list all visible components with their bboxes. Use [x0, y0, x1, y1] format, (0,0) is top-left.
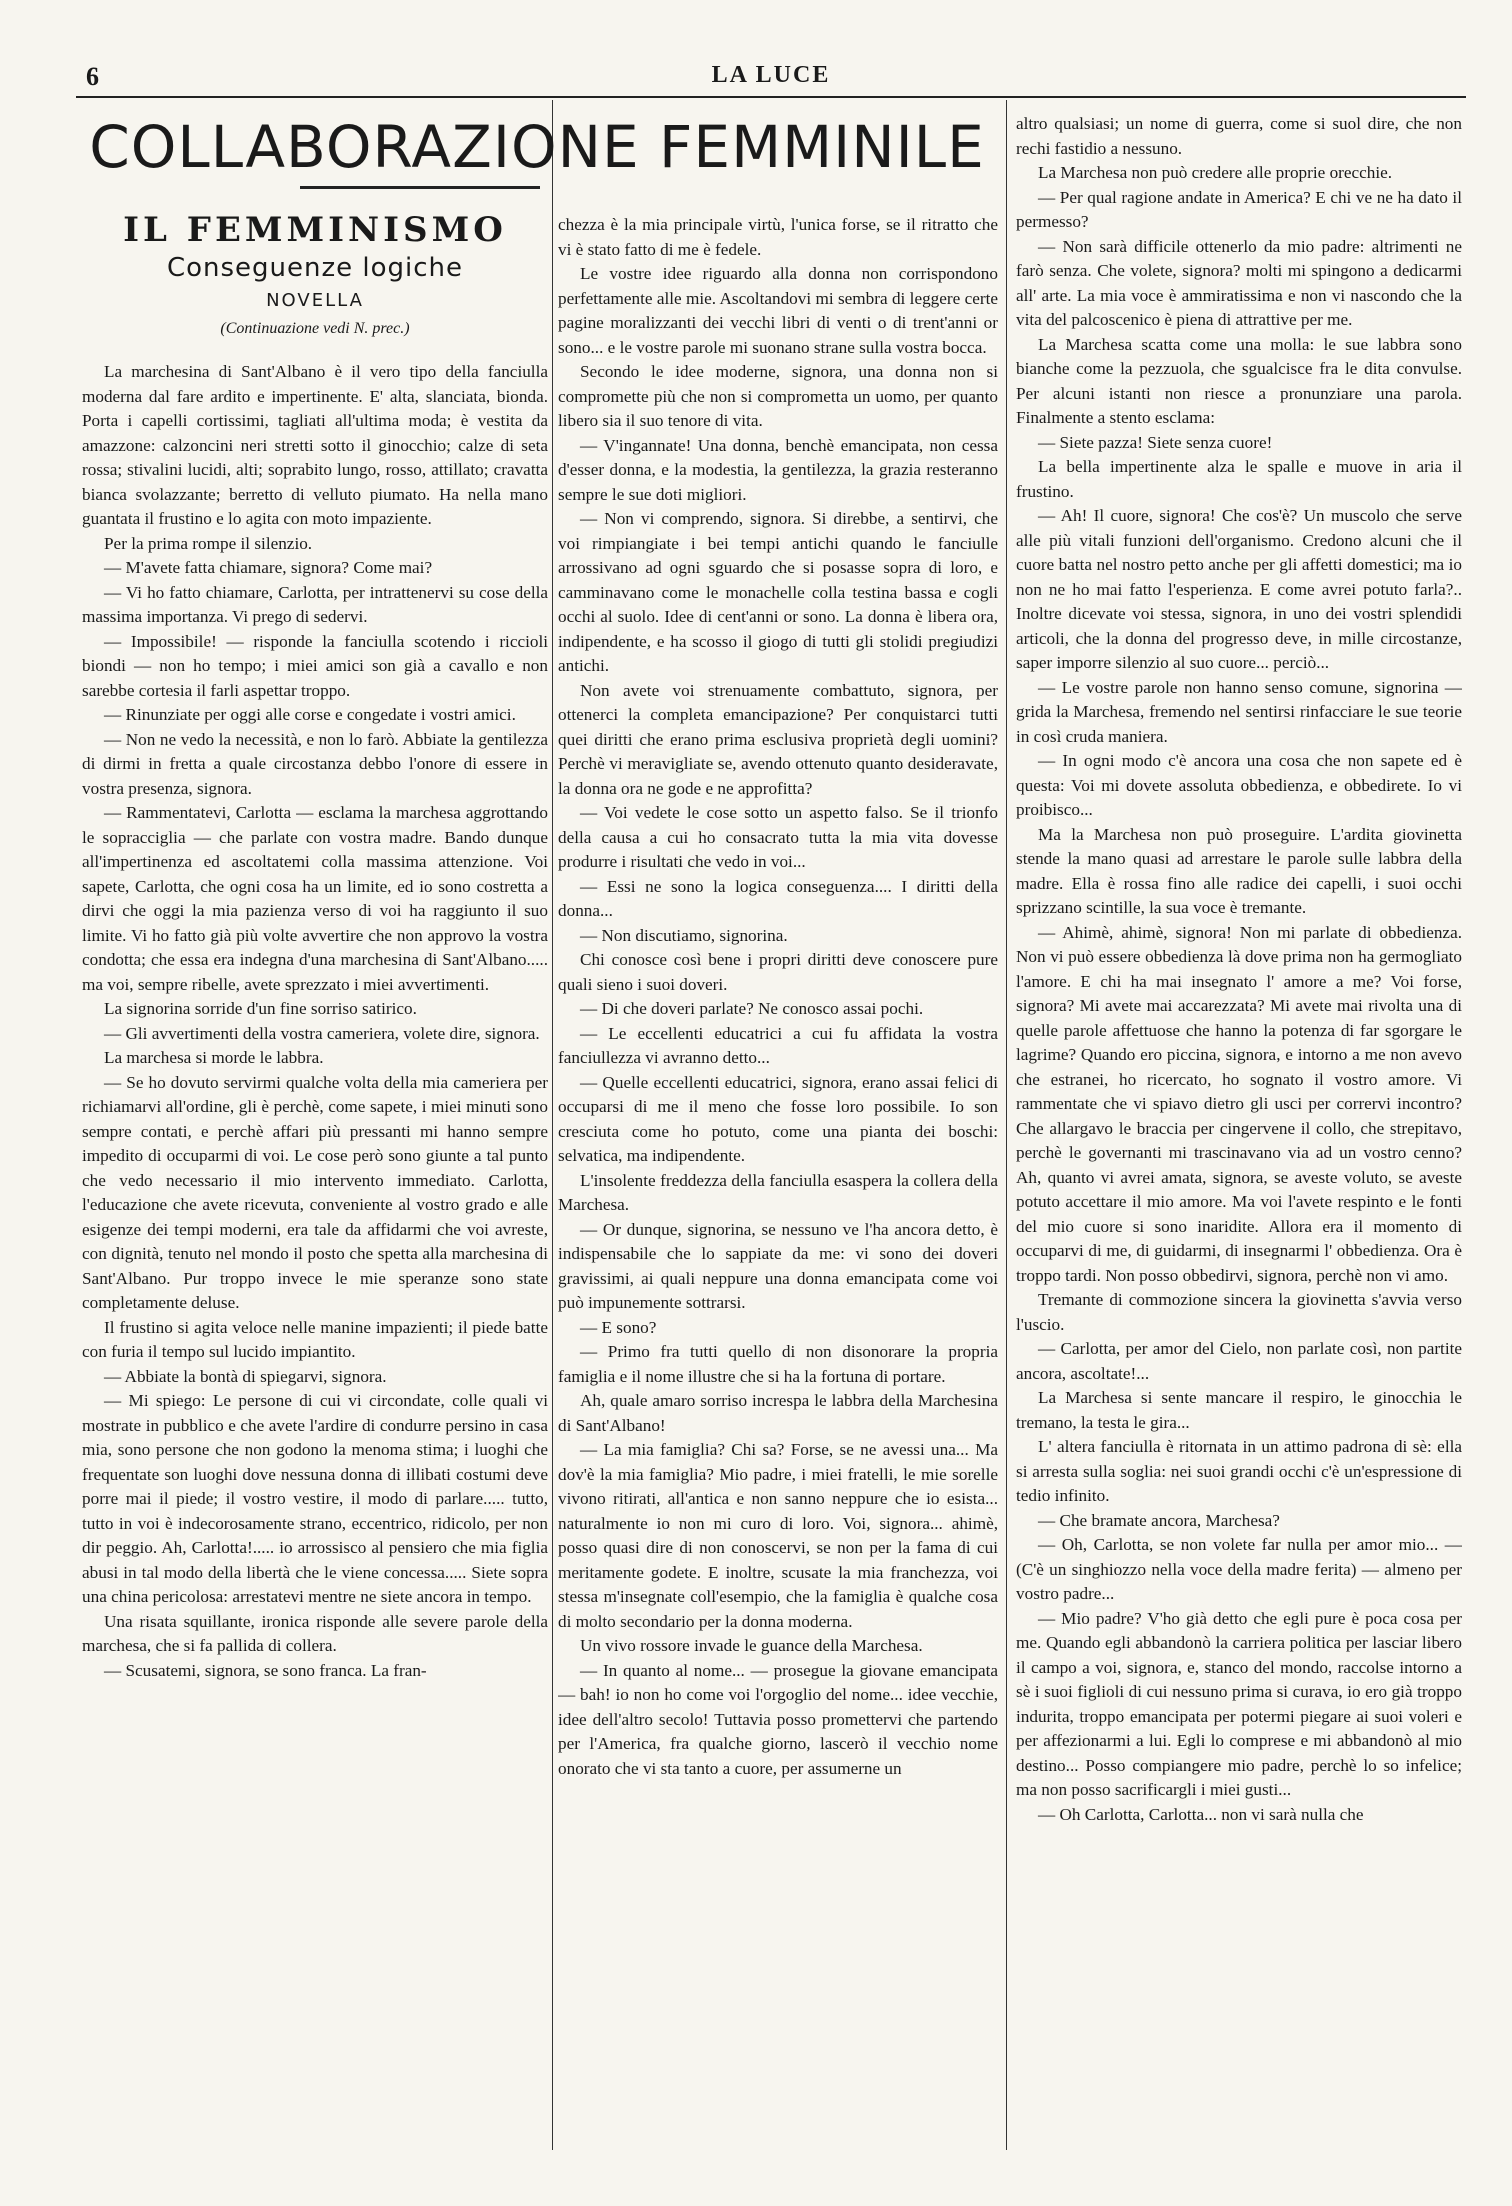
paragraph: La Marchesa scatta come una molla: le sue labbra sono bianche come la pezzuola, che sgualcisce fra le dita convulse. Per alcuni istanti non riesce a pronunziare una parola. Finalmente a stento esclama: — [1016, 334, 1462, 427]
paragraph: — Abbiate la bontà di spiegarvi, signora. — [104, 1366, 387, 1386]
paragraph: Per la prima rompe il silenzio. — [104, 533, 313, 553]
paragraph: — Or dunque, signorina, se nessuno ve l'ha ancora detto, è indispensabile che lo sappiate da me: vi sono dei doveri gravissimi, ai quali neppure una donna emancipata come voi può impunemente sottrarsi. — [558, 1219, 998, 1312]
section-title: COLLABORAZIONE FEMMINILE — [89, 113, 985, 181]
paragraph: — Vi ho fatto chiamare, Carlotta, per intrattenervi su cose della massima importanza. Vi prego di sedervi. — [82, 582, 548, 626]
paragraph: La marchesa si morde le labbra. — [104, 1048, 324, 1067]
paragraph: — M'avete fatta chiamare, signora? Come mai? — [104, 558, 433, 577]
column-2 — [558, 213, 998, 2153]
paragraph: — Di che doveri parlate? Ne conosco assai pochi. — [580, 999, 924, 1018]
column-divider-2 — [1006, 100, 1007, 2150]
paragraph: — Oh Carlotta, Carlotta... non vi sarà nulla che — [1038, 1804, 1364, 1824]
paragraph: — Non discutiamo, signorina. — [580, 925, 788, 945]
paragraph: — Oh, Carlotta, se non volete far nulla per amor mio... — (C'è un singhiozzo nella voce della madre ferita) — almeno per vostro padre... — [1016, 1535, 1462, 1603]
column-3 — [1016, 112, 1462, 2152]
paragraph: — Non ne vedo la necessità, e non lo farò. Abbiate la gentilezza di dirmi in fretta a quale circostanza debbo l'onore di essere in vostra presenza, signora. — [82, 729, 548, 798]
paragraph: — Primo fra tutti quello di non disonorare la propria famiglia e il nome illustre che si ha la fortuna di portare. — [558, 1342, 998, 1386]
paragraph: — La mia famiglia? Chi sa? Forse, se ne avessi una... Ma dov'è la mia famiglia? Mio padre, i miei fratelli, le mie sorelle vivono ritirati, all'antica e non sanno neppure che io esista... naturalmente io non mi curo di loro. Voi, signora... ahimè, posso quasi dire di non conoscervi, se non per la fama di cui meritamente godete. E inoltre, scusate la mia franchezza, voi stessa m'insegnate coll'esempio, che la famiglia è qualche cosa di molto secondario per la donna moderna. — [558, 1440, 998, 1631]
paragraph: La marchesina di Sant'Albano è il vero tipo della fanciulla moderna dal fare ardito e impertinente. E' alta, slanciata, bionda. Porta i capelli cortissimi, tagliati all'ultima moda; è vestita da amazzone: calzoncini neri stretti sotto il ginocchio; calze di seta rossa; stivalini lucidi, alti; soprabito lungo, rosso, attillato; cravatta bianca svolazzante; berretto di velluto piumato. Ha nella mano guantata il frustino e lo agita con moto impaziente. — [82, 362, 548, 528]
article-genre: NOVELLA — [266, 290, 364, 311]
page-number: 6 — [86, 62, 99, 91]
paragraph: — Scusatemi, signora, se sono franca. La fran- — [104, 1660, 427, 1680]
paragraph: — In ogni modo c'è ancora una cosa che non sapete ed è questa: Voi mi dovete assoluta obbedienza, e obbedirete. Io vi proibisco... — [1016, 751, 1462, 819]
header-rule — [76, 96, 1466, 98]
column-1 — [82, 112, 548, 2152]
paragraph: Secondo le idee moderne, signora, una donna non si compromette più che non si comprometta un uomo, per quanto libero sia il suo tenore di vita. — [558, 362, 998, 430]
paragraph: L' altera fanciulla è ritornata in un attimo padrona di sè: ella si arresta sulla soglia: nei suoi grandi occhi c'è un'espressione di tedio infinito. — [1016, 1437, 1462, 1505]
paragraph: Ma la Marchesa non può proseguire. L'ardita giovinetta stende la mano quasi ad arrestare le parole sulle labbra della madre. Ella è rossa fino alle radice dei capelli, i suoi occhi sprizzano scintille, la sua voce è tremante. — [1016, 824, 1462, 917]
paragraph: — V'ingannate! Una donna, benchè emancipata, non cessa d'esser donna, e la modestia, la gentilezza, la grazia resteranno sempre le sue doti migliori. — [558, 435, 998, 504]
paragraph: Le vostre idee riguardo alla donna non corrispondono perfettamente alle mie. Ascoltandovi mi sembra di leggere certe pagine moralizzanti dei vecchi libri di venti o di trent'anni or sono... e le vostre parole mi suonano strane sulla vostra bocca. — [558, 264, 998, 357]
paragraph: — Le vostre parole non hanno senso comune, signorina — grida la Marchesa, fremendo nel sentirsi rinfacciare le sue teorie in così cruda maniera. — [1016, 677, 1462, 746]
page-header — [76, 58, 1466, 94]
paragraph: Una risata squillante, ironica risponde alle severe parole della marchesa, che si fa pallida di collera. — [82, 1611, 548, 1655]
paragraph: — Quelle eccellenti educatrici, signora, erano assai felici di occuparsi di me il meno che fosse loro possibile. Io son cresciuta come ho potuto, come una pianta dei boschi: selvatica, ma indipendente. — [558, 1072, 998, 1165]
paragraph: La Marchesa si sente mancare il respiro, le ginocchia le tremano, la testa le gira... — [1016, 1388, 1462, 1432]
paragraph: — Impossibile! — risponde la fanciulla scotendo i riccioli biondi — non ho tempo; i miei amici son già a cavallo e non sarebbe cortesia il farli aspettar troppo. — [82, 631, 548, 700]
paragraph: — Siete pazza! Siete senza cuore! — [1038, 432, 1273, 452]
paragraph: — Non vi comprendo, signora. Si direbbe, a sentirvi, che voi rimpiangiate i bei tempi antichi quando le fanciulle arrossivano ad ogni sguardo che si posasse sopra di loro, e camminavano come le monachelle colla testina bassa e cogli occhi al suolo. Idee di cent'anni or sono. La donna è libera ora, indipendente, e ha scosso il giogo di tutti gli stolidi pregiudizi antichi. — [558, 509, 998, 675]
paragraph: Un vivo rossore invade le guance della Marchesa. — [580, 1636, 923, 1655]
journal-title: LA LUCE — [711, 62, 831, 88]
paragraph: Chi conosce così bene i propri diritti deve conoscere pure quali sieno i suoi doveri. — [558, 950, 998, 994]
paragraph: — Non sarà difficile ottenerlo da mio padre: altrimenti ne farò senza. Che volete, signora? molti mi spingono a dedicarmi all' arte. La mia voce è ammiratissima e non vi nascondo che la vita del palcoscenico è piena di attrattive per me. — [1016, 236, 1462, 329]
paragraph: — Rammentatevi, Carlotta — esclama la marchesa aggrottando le sopracciglia — che parlate con vostra madre. Bando dunque all'impertinenza ed ascoltatemi colla massima attenzione. Voi sapete, Carlotta, che ogni cosa ha un limite, ed io sono costretta a dirvi che oggi la mia pazienza verso di voi ha raggiunto il suo limite. Vi ho fatto già più volte avvertire che non approvo la vostra condotta; che essa era indegna d'una marchesina di Sant'Albano..... ma voi, sempre ribelle, avete sprezzato i miei avvertimenti. — [82, 803, 548, 994]
paragraph: chezza è la mia principale virtù, l'unica forse, se il ritratto che vi è stato fatto di me è fedele. — [558, 215, 998, 259]
paragraph: Il frustino si agita veloce nelle manine impazienti; il piede batte con furia il tempo sul lucido impiantito. — [82, 1317, 548, 1361]
paragraph: — Se ho dovuto servirmi qualche volta della mia cameriera per richiamarvi all'ordine, gli è perchè, come sapete, i miei minuti sono sempre contati, e perchè affari più pressanti mi hanno sempre impedito di occuparmi di voi. Le cose però sono giunte a tal punto che vedo necessario il mio intervento immediato. Carlotta, l'educazione che avete ricevuta, conveniente al vostro grado e alle esigenze dei tempi moderni, era tale da affidarmi che voi avreste, con dignità, tenuto nel mondo il posto che spetta alla marchesina di Sant'Albano. Pur troppo invece le mie speranze sono state completamente deluse. — [82, 1072, 548, 1312]
paragraph: La signorina sorride d'un fine sorriso satirico. — [104, 999, 417, 1018]
paragraph: altro qualsiasi; un nome di guerra, come si suol dire, che non rechi fastidio a nessuno. — [1016, 114, 1462, 158]
paragraph: — E sono? — [580, 1317, 657, 1337]
paragraph: — Mio padre? V'ho già detto che egli pure è poca cosa per me. Quando egli abbandonò la carriera politica per lasciar libero il campo a voi, signora, e, stanco del mondo, raccolse intorno a sè i suoi figlioli di cui nessuno prima si curava, io ero già troppo indurita, troppo emancipata per potermi piegare ai suoi voleri e per affezionarmi a lui. Egli lo comprese e mi abbandonò al mio destino... Posso compiangere mio padre, perchè lo so infelice; ma non posso sacrificargli i miei gusti... — [1016, 1608, 1462, 1799]
paragraph: Tremante di commozione sincera la giovinetta s'avvia verso l'uscio. — [1016, 1290, 1462, 1334]
paragraph: Non avete voi strenuamente combattuto, signora, per ottenerci la completa emancipazione? Per conquistarci tutti quei diritti che erano prima esclusiva proprietà degli uomini? Perchè vi meravigliate se, avendo ottenuto quanto desideravate, la donna ora ne gode e ne approfitta? — [558, 680, 998, 798]
paragraph: — Essi ne sono la logica conseguenza.... I diritti della donna... — [558, 876, 998, 920]
paragraph: — Le eccellenti educatrici a cui fu affidata la vostra fanciullezza vi avranno detto... — [558, 1023, 998, 1067]
column-1-text — [82, 360, 548, 1683]
paragraph: La Marchesa non può credere alle proprie orecchie. — [1038, 163, 1393, 182]
column-divider-1 — [552, 100, 553, 2150]
article-title: IL FEMMINISMO — [123, 210, 507, 250]
continuation-note: (Continuazione vedi N. prec.) — [220, 320, 410, 337]
paragraph: Ah, quale amaro sorriso increspa le labbra della Marchesina di Sant'Albano! — [558, 1391, 998, 1435]
paragraph: La bella impertinente alza le spalle e muove in aria il frustino. — [1016, 457, 1462, 501]
paragraph: — Ahimè, ahimè, signora! Non mi parlate di obbedienza. Non vi può essere obbedienza là dove prima non ha germogliato l'amore. E chi ha mai insegnato l' amore a me? Voi forse, signora? Mi avete mai accarezzata? Mi avete mai rivolta una di quelle parole affettuose che hanno la potenza di far sgorgare le lagrime? Quando ero piccina, signora, e intorno a me non avevo che estranei, ho ricercato, ho sognato il vostro amore. Vi rammentate che vi spiavo dietro gli usci per corrervi incontro? Che allargavo le braccia per cingervene il collo, che strepitavo, perchè le governanti mi trascinavano via ad un vostro cenno? Ah, quanto vi avrei amata, signora, se aveste voluto, se aveste potuto accettare il mio amore. Ma voi l'avete respinto e le fonti del mio cuore si sono inaridite. Allora era il momento di occuparvi di me, di guidarmi, di insegnarmi l' obbedienza. Ora è troppo tardi. Non posso obbedirvi, signora, perchè non vi amo. — [1016, 922, 1462, 1285]
article-subtitle: Conseguenze logiche — [166, 253, 464, 283]
paragraph: — Carlotta, per amor del Cielo, non parlate così, non partite ancora, ascoltate!... — [1016, 1339, 1462, 1383]
paragraph: — Rinunziate per oggi alle corse e congedate i vostri amici. — [104, 705, 516, 724]
paragraph: — Ah! Il cuore, signora! Che cos'è? Un muscolo che serve alle più vitali funzioni dell'organismo. Credono alcuni che il cuore batta nel nostro petto anche per gli affetti domestici; ma io non ne ho mai fatto l'esperienza. E come avrei potuto farla?.. Inoltre dicevate voi stessa, signora, in uno dei vostri splendidi articoli, che la donna del progresso deve, in mille circostanze, saper imporre silenzio al suo cuore... perciò... — [1016, 506, 1462, 672]
paragraph: — Gli avvertimenti della vostra cameriera, volete dire, signora. — [104, 1023, 540, 1043]
paragraph: — Voi vedete le cose sotto un aspetto falso. Se il trionfo della causa a cui ho consacrato tutta la mia vita dovesse produrre i risultati che vedo in voi... — [558, 803, 998, 871]
paragraph: — Per qual ragione andate in America? E chi ve ne ha dato il permesso? — [1016, 187, 1462, 231]
paragraph: — Che bramate ancora, Marchesa? — [1038, 1510, 1280, 1530]
paragraph: — In quanto al nome... — prosegue la giovane emancipata — bah! io non ho come voi l'orgoglio del nome... idee vecchie, idee dell'altro secolo! Tuttavia posso promettervi che partendo per l'America, fra qualche giorno, lascerò il vecchio nome onorato che vi sta tanto a cuore, per assumerne un — [558, 1660, 998, 1778]
paragraph: L'insolente freddezza della fanciulla esaspera la collera della Marchesa. — [558, 1170, 998, 1214]
paragraph: — Mi spiego: Le persone di cui vi circondate, colle quali vi mostrate in pubblico e che avete l'ardire di condurre persino in casa mia, sono persone che non godono la menoma stima; i luoghi che frequentate son luoghi dove nessuna donna di illibati costumi deve porre mai il piede; il vostro vestire, il modo di parlare..... tutto, tutto in voi è indecorosamente strano, eccentrico, ridicolo, per non dir peggio. Ah, Carlotta!..... io arrossisco al pensiero che mia figlia abusi in tal modo della libertà che le viene concessa..... Siete sopra una china pericolosa: arrestatevi mentre ne siete ancora in tempo. — [82, 1391, 548, 1606]
